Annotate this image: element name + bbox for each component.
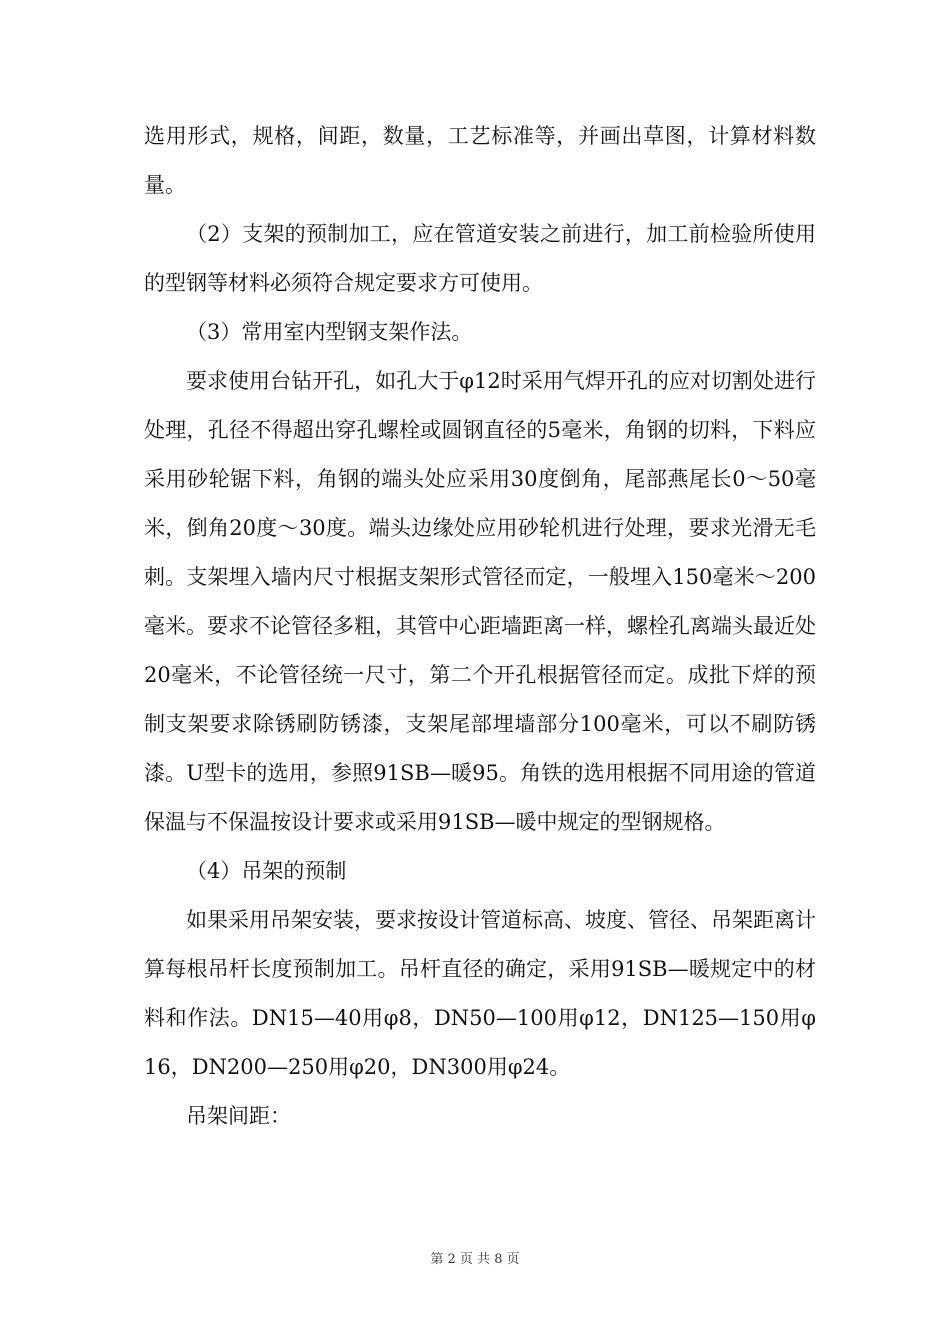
paragraph-item-2: （2）支架的预制加工，应在管道安装之前进行，加工前检验所使用的型钢等材料必须符合规定要求方可使用。 <box>144 222 816 295</box>
document-body <box>144 112 816 1141</box>
paragraph-continuation: 选用形式，规格，间距，数量，工艺标准等，并画出草图，计算材料数量。 <box>144 124 816 197</box>
paragraph-hanger-method: 如果采用吊架安装，要求按设计管道标高、坡度、管径、吊架距离计算每根吊杆长度预制加工。吊杆直径的确定，采用91SB—暖规定中的材料和作法。DN15—40用φ8，DN50—100用φ12，DN125—150用φ16，DN200—250用φ20，DN300用φ24。 <box>144 908 816 1079</box>
paragraph-bracket-method: 要求使用台钻开孔，如孔大于φ12时采用气焊开孔的应对切割处进行处理，孔径不得超出穿孔螺栓或圆钢直径的5毫米，角钢的切料，下料应采用砂轮锯下料，角钢的端头处应采用30度倒角，尾部燕尾长0～50毫米，倒角20度～30度。端头边缘处应用砂轮机进行处理，要求光滑无毛刺。支架埋入墙内尺寸根据支架形式管径而定，一般埋入150毫米～200毫米。要求不论管径多粗，其管中心距墙距离一样，螺栓孔离端头最近处20毫米，不论管径统一尺寸，第二个开孔根据管径而定。成批下烊的预制支架要求除锈刷防锈漆，支架尾部埋墙部分100毫米，可以不刷防锈漆。U型卡的选用，参照91SB—暖95。角铁的选用根据不同用途的管道保温与不保温按设计要求或采用91SB—暖中规定的型钢规格。 <box>144 369 816 834</box>
paragraph-hanger-spacing: 吊架间距： <box>186 1104 291 1128</box>
paragraph-item-3: （3）常用室内型钢支架作法。 <box>186 320 473 344</box>
page-footer: 第 2 页 共 8 页 <box>430 1252 520 1267</box>
paragraph-item-4: （4）吊架的预制 <box>186 859 347 883</box>
